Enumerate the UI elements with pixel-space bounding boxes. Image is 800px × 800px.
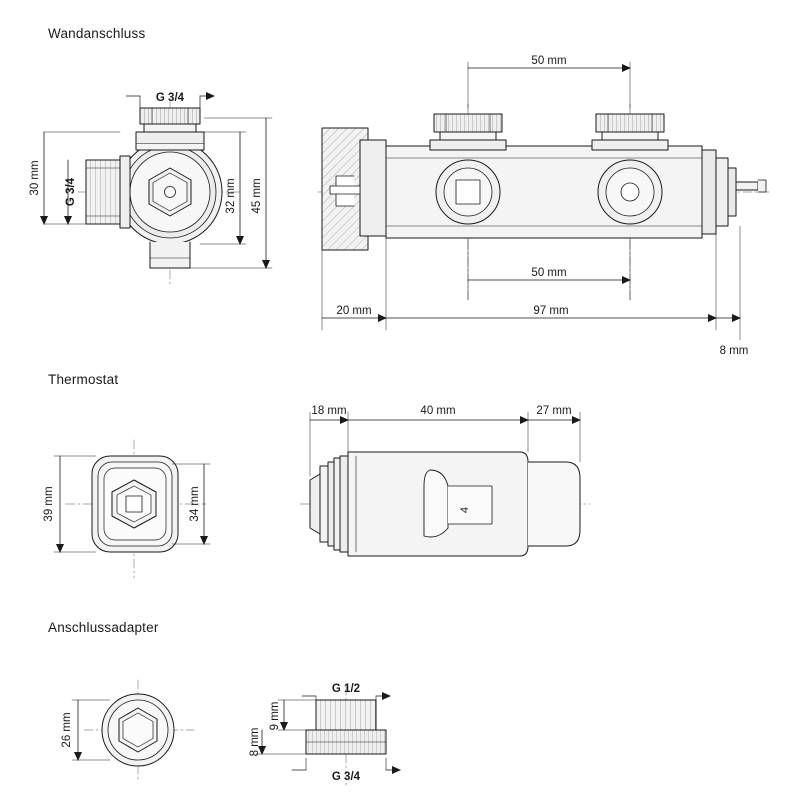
label-adapter-thread-top: G 1/2 (331, 683, 361, 695)
section-title-anschlussadapter: Anschlussadapter (48, 620, 159, 635)
thermostat-side-view (300, 405, 590, 556)
section-title-thermostat: Thermostat (48, 372, 119, 387)
label-thread-side: G 3/4 (65, 177, 77, 207)
label-thread-top: G 3/4 (155, 92, 185, 104)
dim-thermostat-grip: 27 mm (536, 405, 572, 417)
wandanschluss-front-view (29, 92, 272, 285)
adapter-side-view (249, 683, 400, 786)
label-adapter-thread-bottom: G 3/4 (331, 771, 361, 783)
dim-thermostat-width: 34 mm (189, 486, 201, 522)
dim-left-span: 20 mm (336, 305, 372, 317)
dim-thermostat-height: 39 mm (43, 486, 55, 522)
dim-height-inner: 32 mm (225, 178, 237, 214)
dim-top-span: 50 mm (531, 55, 567, 67)
thermostat-front-view (43, 440, 210, 578)
dim-height-outer: 45 mm (251, 178, 263, 214)
dim-body-span: 97 mm (533, 305, 569, 317)
dim-thermostat-cap: 18 mm (311, 405, 347, 417)
wandanschluss-side-view (318, 55, 772, 357)
dim-adapter-height-part: 8 mm (249, 727, 261, 757)
dim-thermostat-body: 40 mm (420, 405, 456, 417)
thermostat-scale-marker: 4 (459, 506, 471, 514)
adapter-front-view (61, 680, 194, 780)
dim-right-span: 8 mm (719, 345, 749, 357)
dim-bottom-span: 50 mm (531, 267, 567, 279)
dim-adapter-height-total: 9 mm (269, 701, 281, 731)
section-title-wandanschluss: Wandanschluss (48, 26, 146, 41)
dim-height-left: 30 mm (29, 160, 41, 196)
dim-adapter-diameter: 26 mm (61, 712, 73, 748)
